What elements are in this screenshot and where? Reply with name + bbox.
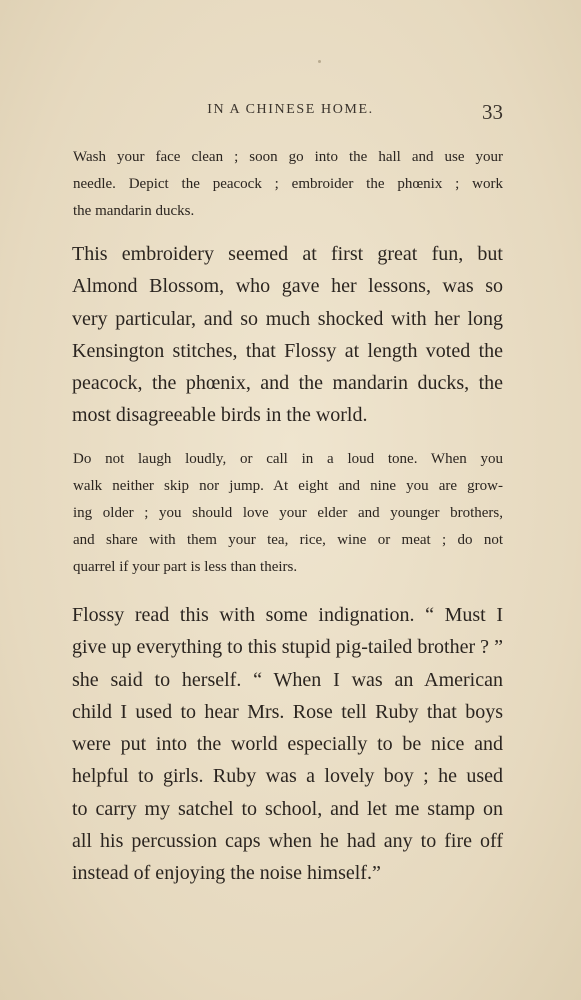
text-line: the mandarin ducks. xyxy=(73,203,195,219)
paper-speck xyxy=(318,60,321,63)
text-line: walk neither skip nor jump. At eight and nine you are grow- xyxy=(73,478,503,494)
text-line: needle. Depict the peacock ; embroider the phœnix ; work xyxy=(73,176,503,192)
text-line: she said to herself. “ When I was an American xyxy=(72,668,503,691)
text-line: quarrel if your part is less than theirs. xyxy=(73,559,298,575)
text-line: peacock, the phœnix, and the mandarin ducks, the xyxy=(72,372,503,395)
text-line: ing older ; you should love your elder and younger brothers, xyxy=(73,505,503,521)
text-line: Almond Blossom, who gave her lessons, was so xyxy=(72,275,503,298)
text-line: Flossy read this with some indignation. “ Must I xyxy=(72,604,503,626)
text-line: all his percussion caps when he had any to fire off xyxy=(72,830,503,853)
text-line: child I used to hear Mrs. Rose tell Ruby that boys xyxy=(72,700,503,723)
text-line: most disagreeable birds in the world. xyxy=(72,404,368,427)
page-number: 33 xyxy=(482,100,503,124)
text-line: give up everything to this stupid pig-tailed brother ? ” xyxy=(72,636,503,659)
text-line: Wash your face clean ; soon go into the hall and use your xyxy=(73,149,503,165)
narrative-paragraph-2 xyxy=(72,599,503,890)
text-line: were put into the world especially to be nice and xyxy=(72,733,503,756)
text-line: and share with them your tea, rice, wine or meat ; do not xyxy=(73,532,503,548)
text-line: Do not laugh loudly, or call in a loud tone. When you xyxy=(73,451,503,467)
instruction-paragraph-1 xyxy=(73,144,503,225)
text-line: very particular, and so much shocked with her long xyxy=(72,307,503,330)
instruction-paragraph-2 xyxy=(73,446,503,581)
text-line: This embroidery seemed at first great fun, but xyxy=(72,243,503,265)
running-title: IN A CHINESE HOME. xyxy=(207,102,374,117)
text-line: to carry my satchel to school, and let me stamp on xyxy=(72,797,503,820)
text-line: helpful to girls. Ruby was a lovely boy ; he used xyxy=(72,765,503,788)
text-line: instead of enjoying the noise himself.” xyxy=(72,862,381,885)
narrative-paragraph-1 xyxy=(72,238,503,432)
text-line: Kensington stitches, that Flossy at length voted the xyxy=(72,339,503,362)
